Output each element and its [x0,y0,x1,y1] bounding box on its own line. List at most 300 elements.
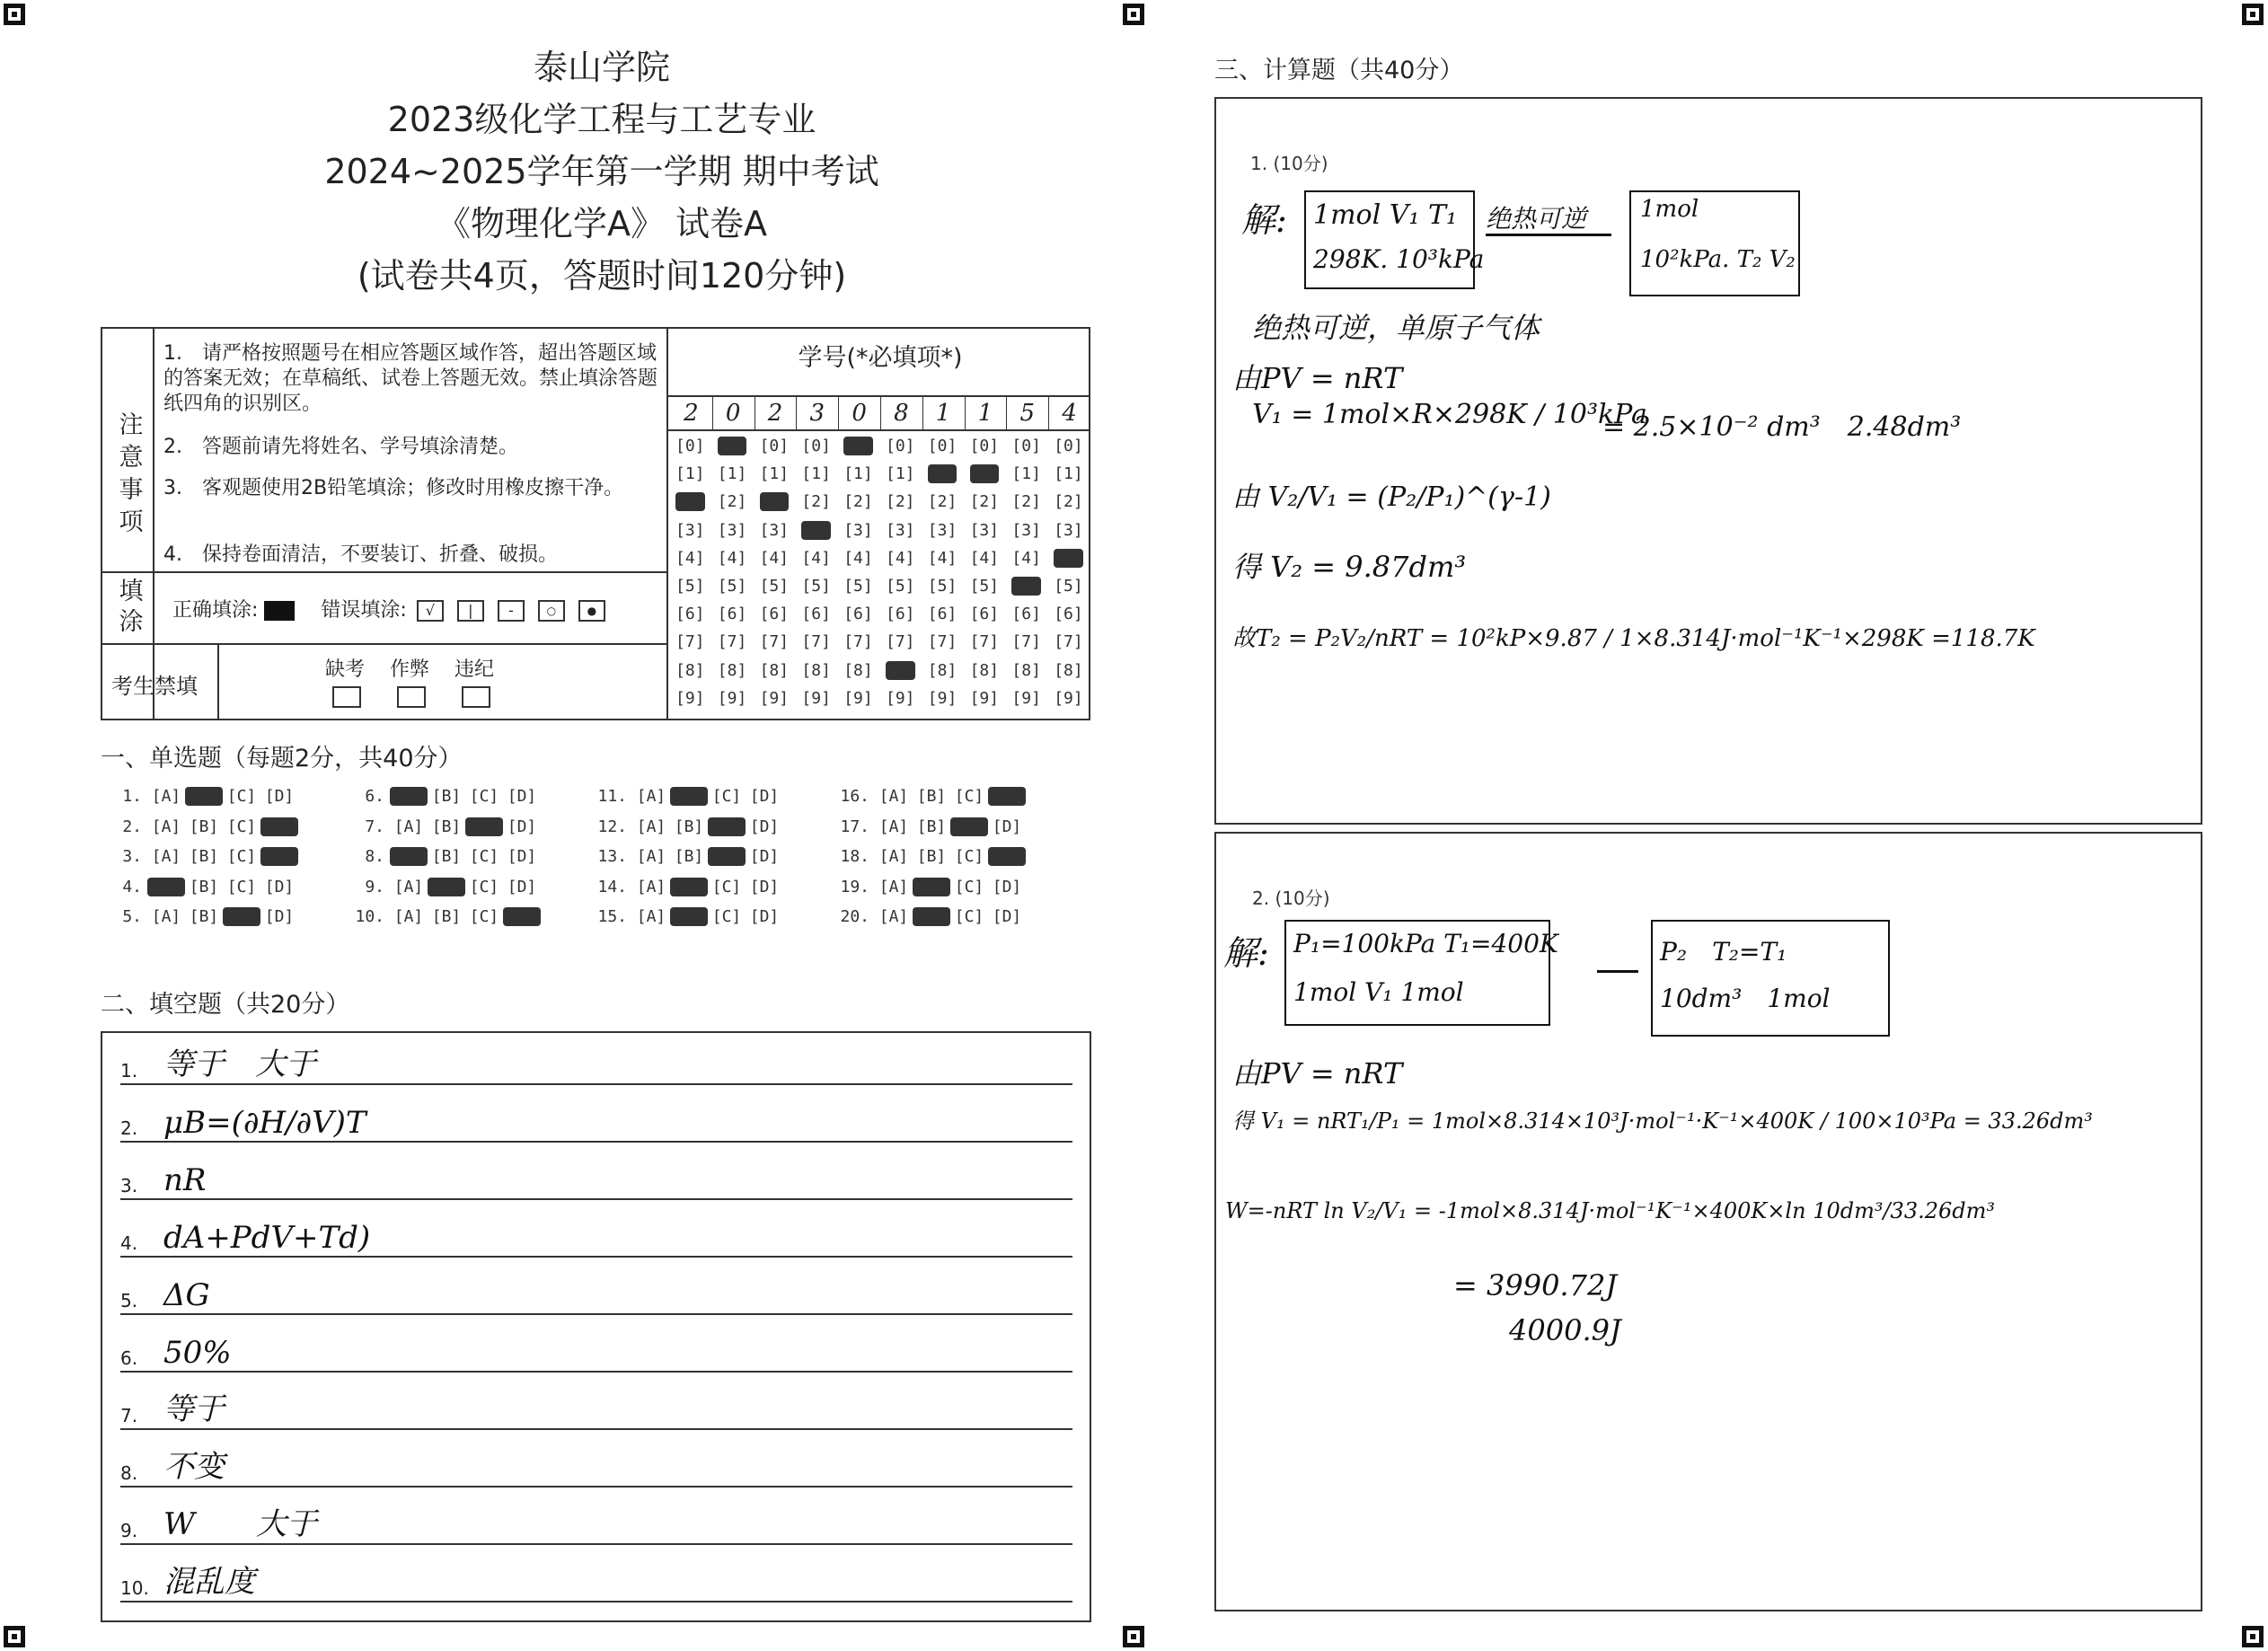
mc-option-b[interactable]: [B] [916,847,947,866]
mc-option-b[interactable]: [B] [185,787,223,806]
q1-line-t2: 故T₂ = P₂V₂/nRT = 10²kP×9.87 / 1×8.314J·mol⁻¹K⁻¹×298K =118.7K [1232,625,2035,652]
mc-option-d[interactable]: [D] [749,877,780,896]
student-id-bubble-col4-8[interactable]: [8] [801,660,831,680]
student-id-bubble-col8-6[interactable]: [6] [969,605,1000,624]
student-id-bubble-col2-1[interactable]: [1] [717,464,747,484]
mc-option-d[interactable]: [D] [507,787,537,806]
student-id-bubble-col1-0[interactable]: [0] [675,437,705,455]
student-id-bubble-col9-6[interactable]: [6] [1011,605,1041,624]
forbid-cheat-label: 作弊 [389,658,429,681]
mc-option-b[interactable]: [B] [674,847,704,866]
student-id-bubble-col6-9[interactable]: [9] [886,688,915,708]
q2-line-w: W=-nRT ln V₂/V₁ = -1mol×8.314J·mol⁻¹K⁻¹×400K×ln 10dm³/33.26dm³ [1225,1198,1996,1223]
student-id-bubble-col9-2[interactable]: [2] [1011,492,1041,512]
student-id-bubble-col10-9[interactable]: [9] [1054,688,1083,708]
mc-option-d[interactable]: [D] [507,877,537,896]
mc-option-d[interactable]: [D] [260,847,298,866]
mc-option-a[interactable]: [A] [393,817,424,836]
student-id-bubble-col5-9[interactable]: [9] [843,688,873,708]
student-id-bubble-col3-7[interactable]: [7] [759,632,790,652]
mc-option-c[interactable]: [C] [465,817,503,836]
mc-option-a[interactable]: [A] [390,787,428,806]
q2-state2-line2: 10dm³ 1mol [1660,984,1831,1013]
mc-question-4 [106,878,298,896]
student-id-bubble-col2-9[interactable]: [9] [717,688,747,708]
q2-line-w-result2: 4000.9J [1509,1313,1621,1347]
student-id-bubble-col2-7[interactable]: [7] [717,632,747,652]
student-id-bubble-col9-3[interactable]: [3] [1011,520,1041,540]
fill-row-answer: μB=(∂H/∂V)T [163,1105,366,1141]
section2-title: 二、填空题（共20分） [101,991,350,1019]
student-id-digit-6: 8 [894,400,909,427]
student-id-bubble-col9-4[interactable]: [4] [1011,548,1041,568]
corner-marker-top-center [1123,4,1144,25]
student-id-bubble-col10-6[interactable]: [6] [1054,605,1083,624]
student-id-bubble-col7-0[interactable]: [0] [927,437,958,455]
q1-line-adiabatic: 绝热可逆，单原子气体 [1252,311,1540,345]
mc-option-a[interactable]: [A] [151,847,181,866]
mc-question-1 [106,787,298,806]
corner-marker-bottom-left [4,1626,25,1647]
student-id-bubble-col8-1[interactable]: [1] [969,464,1000,484]
student-id-bubble-col6-2[interactable]: [2] [886,492,915,512]
student-id-bubble-col3-8[interactable]: [8] [759,660,790,680]
student-id-bubble-col9-0[interactable]: [0] [1011,437,1041,455]
student-id-bubble-col5-6[interactable]: [6] [843,605,873,624]
student-id-bubble-col8-8[interactable]: [8] [969,660,1000,680]
fill-row-number: 5. [120,1290,138,1311]
student-id-bubble-col8-7[interactable]: [7] [969,632,1000,652]
mc-question-9 [349,878,541,896]
student-id-digit-5: 0 [852,400,867,427]
mc-option-c[interactable]: [C] [469,877,499,896]
mc-question-number: 19. [840,877,869,896]
mc-question-10 [349,907,541,926]
mc-option-a[interactable]: [A] [151,907,181,926]
mc-option-a[interactable]: [A] [878,877,909,896]
corner-marker-bottom-center [1123,1626,1144,1647]
fill-row-9 [120,1507,1072,1545]
student-id-bubble-col3-1[interactable]: [1] [759,464,790,484]
mc-option-d[interactable]: [D] [992,817,1022,836]
mc-question-number: 4. [122,877,142,896]
section3-title: 三、计算题（共40分） [1214,57,1464,84]
student-id-bubble-col6-4[interactable]: [4] [886,548,915,568]
student-id-bubble-col3-2[interactable]: [2] [759,492,790,512]
course-title: 《物理化学A》 试卷A [436,204,768,243]
q2-arrow [1597,970,1638,973]
fill-row-answer: 50% [163,1335,232,1371]
student-id-bubble-col2-8[interactable]: [8] [717,660,747,680]
student-id-bubble-col1-2[interactable]: [2] [675,492,705,512]
student-id-bubble-col6-7[interactable]: [7] [886,632,915,652]
student-id-bubble-col5-5[interactable]: [5] [843,577,873,596]
fill-row-answer: W 大于 [163,1506,317,1542]
mc-option-b[interactable]: [B] [916,817,947,836]
fill-row-6 [120,1335,1072,1373]
mc-option-a[interactable]: [A] [636,877,666,896]
school-title: 泰山学院 [533,48,670,87]
student-id-digit-7: 1 [935,400,951,427]
mc-option-c[interactable]: [C] [226,817,257,836]
student-id-bubble-col7-5[interactable]: [5] [927,577,958,596]
student-id-bubble-col7-4[interactable]: [4] [927,548,958,568]
q1-state1-line2: 298K. 10³kPa [1313,244,1485,274]
mc-option-d[interactable]: [D] [988,787,1026,806]
fill-row-answer: 等于 大于 [163,1046,316,1082]
student-id-bubble-col10-8[interactable]: [8] [1054,660,1083,680]
fill-blank-box [101,1031,1091,1622]
student-id-bubble-col10-5[interactable]: [5] [1054,577,1083,596]
student-id-bubble-col3-3[interactable]: [3] [759,520,790,540]
student-id-bubble-col7-3[interactable]: [3] [927,520,958,540]
mc-option-d[interactable]: [D] [507,847,537,866]
mc-question-number: 7. [365,817,384,836]
fill-row-2 [120,1105,1072,1143]
fill-row-answer: dA+PdV+Td) [163,1220,371,1256]
mc-option-d[interactable]: [D] [749,817,780,836]
student-id-bubble-col9-1[interactable]: [1] [1011,464,1041,484]
fill-label: 填涂 [119,578,144,636]
mc-option-c[interactable]: [C] [708,817,746,836]
correct-fill-label: 正确填涂: [172,599,259,622]
fill-row-answer: 等于 [163,1391,225,1427]
mc-option-d[interactable]: [D] [503,907,541,926]
student-id-bubble-col4-9[interactable]: [9] [801,688,831,708]
mc-question-number: 6. [365,787,384,806]
q2-state2-line1: P₂ T₂=T₁ [1660,937,1787,967]
wrong-mark-dash: - [498,600,525,622]
forbid-violation-box[interactable] [462,686,490,708]
mc-option-d[interactable]: [D] [992,907,1022,926]
q1-state1-line1: 1mol V₁ T₁ [1313,199,1457,231]
mc-option-c[interactable]: [C] [223,907,260,926]
mc-option-b[interactable]: [B] [913,907,950,926]
mc-option-c[interactable]: [C] [954,907,984,926]
q1-line-pv: 由PV = nRT [1232,361,1403,395]
mc-option-b[interactable]: [B] [431,787,462,806]
fill-row-answer: ΔG [163,1277,210,1313]
student-id-bubble-col9-7[interactable]: [7] [1011,632,1041,652]
mc-option-d[interactable]: [D] [264,787,295,806]
student-id-bubble-col7-2[interactable]: [2] [927,492,958,512]
term-title: 2024~2025学年第一学期 期中考试 [324,152,879,191]
mc-option-b[interactable]: [B] [428,878,465,896]
mc-option-b[interactable]: [B] [916,787,947,806]
student-id-bubble-col2-4[interactable]: [4] [717,548,747,568]
student-id-bubble-col5-4[interactable]: [4] [843,548,873,568]
student-id-bubble-col3-4[interactable]: [4] [759,548,790,568]
student-id-bubble-col8-4[interactable]: [4] [969,548,1000,568]
student-id-bubble-col5-0[interactable]: [0] [843,437,873,455]
student-id-bubble-col4-7[interactable]: [7] [801,632,831,652]
forbid-absent-box[interactable] [332,686,361,708]
fill-row-number: 6. [120,1347,138,1369]
mc-option-c[interactable]: [C] [950,817,988,836]
student-id-bubble-col3-9[interactable]: [9] [759,688,790,708]
student-id-bubble-col2-5[interactable]: [5] [717,577,747,596]
wrong-fill-label: 错误填涂: [321,599,407,622]
student-id-bubble-col10-0[interactable]: [0] [1054,437,1083,455]
student-id-bubble-col7-9[interactable]: [9] [927,688,958,708]
student-id-bubble-col6-3[interactable]: [3] [886,520,915,540]
mc-option-a[interactable]: [A] [636,847,666,866]
mc-option-b[interactable]: [B] [431,847,462,866]
mc-option-a[interactable]: [A] [636,817,666,836]
mc-question-number: 13. [597,847,627,866]
student-id-bubble-col4-2[interactable]: [2] [801,492,831,512]
mc-question-number: 1. [122,787,142,806]
student-id-bubble-col2-6[interactable]: [6] [717,605,747,624]
mc-option-b[interactable]: [B] [670,787,708,806]
student-id-bubble-col3-0[interactable]: [0] [759,437,790,455]
student-id-bubble-col1-3[interactable]: [3] [675,520,705,540]
q1-solve: 解: [1241,200,1287,240]
mc-option-d[interactable]: [D] [749,787,780,806]
mc-option-c[interactable]: [C] [708,847,746,866]
student-id-digit-1: 2 [684,400,699,427]
notice-item-4: 4. 保持卷面清洁，不要装订、折叠、破损。 [163,543,558,566]
q2-state1-line1: P₁=100kPa T₁=400K [1293,929,1558,958]
mc-option-b[interactable]: [B] [431,817,462,836]
wrong-mark-check: √ [417,600,444,622]
student-id-bubble-col10-2[interactable]: [2] [1054,492,1083,512]
student-id-bubble-col6-8[interactable]: [8] [886,660,915,680]
mc-question-5 [106,907,298,926]
mc-option-c[interactable]: [C] [711,907,742,926]
mc-option-c[interactable]: [C] [954,787,984,806]
mc-option-a[interactable]: [A] [393,877,424,896]
exam-note: (试卷共4页，答题时间120分钟) [357,256,847,296]
student-id-bubble-col10-1[interactable]: [1] [1054,464,1083,484]
student-id-bubble-col8-2[interactable]: [2] [969,492,1000,512]
student-id-bubble-col4-4[interactable]: [4] [801,548,831,568]
student-id-bubble-col10-4[interactable]: [4] [1054,548,1083,568]
fill-row-number: 4. [120,1232,138,1254]
mc-option-a[interactable]: [A] [636,787,666,806]
wrong-mark-dot: ● [578,600,605,622]
student-id-bubble-col7-8[interactable]: [8] [927,660,958,680]
wrong-mark-bar: | [457,600,484,622]
fill-row-answer: 混乱度 [163,1564,255,1600]
q1-state2-line2: 10²kPa. T₂ V₂ [1640,246,1796,273]
notice-item-1: 1. 请严格按照题号在相应答题区域作答，超出答题区域的答案无效；在草稿纸、试卷上答题无效。禁止填涂答题纸四角的识别区。 [163,342,658,415]
student-id-bubble-col5-2[interactable]: [2] [843,492,873,512]
fill-row-number: 10. [120,1577,149,1599]
student-id-bubble-col3-6[interactable]: [6] [759,605,790,624]
student-id-bubble-col4-3[interactable]: [3] [801,520,831,540]
mc-question-number: 15. [597,907,627,926]
q1-process: 绝热可逆 [1486,204,1587,234]
student-id-bubble-col4-1[interactable]: [1] [801,464,831,484]
student-id-bubble-col1-1[interactable]: [1] [675,464,705,484]
major-title: 2023级化学工程与工艺专业 [387,100,816,139]
mc-option-b[interactable]: [B] [674,817,704,836]
student-id-digit-9: 5 [1019,400,1036,427]
student-id-bubble-col8-0[interactable]: [0] [969,437,1000,455]
mc-option-a[interactable]: [A] [390,847,428,866]
mc-question-number: 20. [840,907,869,926]
student-id-bubble-col6-1[interactable]: [1] [886,464,915,484]
mc-option-b[interactable]: [B] [189,907,219,926]
mc-question-number: 18. [840,847,869,866]
mc-question-number: 10. [355,907,384,926]
mc-option-a[interactable]: [A] [147,878,185,896]
mc-option-a[interactable]: [A] [878,787,909,806]
mc-option-c[interactable]: [C] [711,787,742,806]
student-id-bubble-col9-8[interactable]: [8] [1011,660,1041,680]
mc-option-a[interactable]: [A] [878,907,909,926]
info-table [101,327,1090,720]
student-id-bubble-col7-1[interactable]: [1] [927,464,958,484]
fill-row-number: 8. [120,1462,138,1484]
mc-question-6 [349,787,541,806]
student-id-bubble-col1-8[interactable]: [8] [675,660,705,680]
student-id-bubble-col1-7[interactable]: [7] [675,632,705,652]
corner-marker-bottom-right [2242,1626,2264,1647]
mc-option-a[interactable]: [A] [878,817,909,836]
mc-option-a[interactable]: [A] [393,907,424,926]
mc-option-d[interactable]: [D] [988,847,1026,866]
student-id-digit-4: 3 [809,400,825,427]
mc-option-d[interactable]: [D] [264,877,295,896]
student-id-digit-2: 0 [725,400,741,427]
fill-row-answer: 不变 [163,1449,225,1485]
student-id-bubble-col5-3[interactable]: [3] [843,520,873,540]
mc-option-b[interactable]: [B] [189,817,219,836]
mc-question-number: 16. [840,787,869,806]
q2-line-pv: 由PV = nRT [1232,1056,1403,1090]
wrong-mark-circle: ○ [538,600,565,622]
q2-solve: 解: [1223,933,1269,973]
mc-option-c[interactable]: [C] [226,787,257,806]
fill-row-number: 7. [120,1405,138,1426]
mc-option-d[interactable]: [D] [749,907,780,926]
fill-row-number: 9. [120,1520,138,1541]
student-id-bubble-col9-5[interactable]: [5] [1011,577,1041,596]
section1-title: 一、单选题（每题2分，共40分） [101,745,463,773]
mc-option-d[interactable]: [D] [260,817,298,836]
forbid-label: 考生禁填 [111,674,198,699]
mc-option-a[interactable]: [A] [151,817,181,836]
student-id-bubble-col1-9[interactable]: [9] [675,688,705,708]
corner-marker-top-left [4,4,25,25]
student-id-digit-10: 4 [1062,400,1077,427]
student-id-bubble-col6-0[interactable]: [0] [886,437,915,455]
student-id-bubble-col5-7[interactable]: [7] [843,632,873,652]
mc-option-c[interactable]: [C] [469,847,499,866]
mc-option-d[interactable]: [D] [507,817,537,836]
mc-option-b[interactable]: [B] [670,878,708,896]
fill-row-3 [120,1162,1072,1200]
student-id-bubble-col9-9[interactable]: [9] [1011,688,1041,708]
notice-label: 注意事项 [119,411,144,536]
mc-question-number: 8. [365,847,384,866]
forbid-absent-label: 缺考 [324,658,365,681]
mc-question-8 [349,847,541,866]
student-id-bubble-col7-7[interactable]: [7] [927,632,958,652]
mc-option-b[interactable]: [B] [189,847,219,866]
mc-option-b[interactable]: [B] [913,878,950,896]
mc-option-a[interactable]: [A] [151,787,181,806]
mc-question-11 [591,787,783,806]
student-id-bubble-col8-5[interactable]: [5] [969,577,1000,596]
mc-option-d[interactable]: [D] [264,907,295,926]
forbid-violation-label: 违纪 [454,658,494,681]
mc-question-number: 9. [365,877,384,896]
fill-row-number: 2. [120,1117,138,1139]
mc-question-18 [834,847,1026,866]
calc-q1-box [1214,97,2202,825]
q1-line-v1-result: = 2.5×10⁻² dm³ 2.48dm³ [1602,411,1962,443]
mc-option-c[interactable]: [C] [226,847,257,866]
student-id-bubble-col7-6[interactable]: [6] [927,605,958,624]
mc-option-d[interactable]: [D] [992,877,1022,896]
mc-option-c[interactable]: [C] [954,877,984,896]
q1-line-ratio: 由 V₂/V₁ = (P₂/P₁)^(γ-1) [1232,481,1551,513]
correct-fill-sample [264,601,295,621]
forbid-cheat-box[interactable] [397,686,426,708]
mc-question-16 [834,787,1026,806]
mc-option-b[interactable]: [B] [431,907,462,926]
calc-q2-box [1214,832,2202,1611]
mc-option-c[interactable]: [C] [226,877,257,896]
student-id-bubble-col6-6[interactable]: [6] [886,605,915,624]
student-id-bubble-col1-4[interactable]: [4] [675,548,705,568]
mc-option-b[interactable]: [B] [670,907,708,926]
student-id-bubble-col8-9[interactable]: [9] [969,688,1000,708]
student-id-bubble-col3-5[interactable]: [5] [759,577,790,596]
mc-option-c[interactable]: [C] [711,877,742,896]
student-id-bubble-col6-5[interactable]: [5] [886,577,915,596]
corner-marker-top-right [2242,4,2264,25]
fill-row-5 [120,1277,1072,1315]
mc-question-14 [591,878,783,896]
student-id-bubble-col10-3[interactable]: [3] [1054,520,1083,540]
student-id-bubble-col10-7[interactable]: [7] [1054,632,1083,652]
fill-row-number: 1. [120,1060,138,1082]
student-id-bubble-col1-5[interactable]: [5] [675,577,705,596]
mc-option-c[interactable]: [C] [469,907,499,926]
mc-question-20 [834,907,1026,926]
student-id-bubble-col4-6[interactable]: [6] [801,605,831,624]
notice-item-3: 3. 客观题使用2B铅笔填涂；修改时用橡皮擦干净。 [163,477,624,499]
q2-state1-line2: 1mol V₁ 1mol [1293,977,1464,1007]
student-id-bubble-col2-0[interactable]: [0] [717,437,747,455]
mc-option-c[interactable]: [C] [954,847,984,866]
mc-question-19 [834,878,1026,896]
mc-option-b[interactable]: [B] [189,877,219,896]
student-id-bubble-col2-2[interactable]: [2] [717,492,747,512]
student-id-bubble-col4-5[interactable]: [5] [801,577,831,596]
mc-option-d[interactable]: [D] [749,847,780,866]
mc-option-a[interactable]: [A] [636,907,666,926]
mc-question-12 [591,817,783,836]
mc-question-number: 5. [122,907,142,926]
student-id-bubble-col8-3[interactable]: [3] [969,520,1000,540]
fill-row-10 [120,1565,1072,1602]
student-id-bubble-col5-1[interactable]: [1] [843,464,873,484]
mc-option-c[interactable]: [C] [469,787,499,806]
student-id-bubble-col2-3[interactable]: [3] [717,520,747,540]
mc-question-number: 17. [840,817,869,836]
student-id-bubble-col4-0[interactable]: [0] [801,437,831,455]
student-id-bubble-col5-8[interactable]: [8] [843,660,873,680]
mc-option-a[interactable]: [A] [878,847,909,866]
mc-question-13 [591,847,783,866]
student-id-bubble-col1-6[interactable]: [6] [675,605,705,624]
q1-state2-line1: 1mol [1640,196,1699,223]
